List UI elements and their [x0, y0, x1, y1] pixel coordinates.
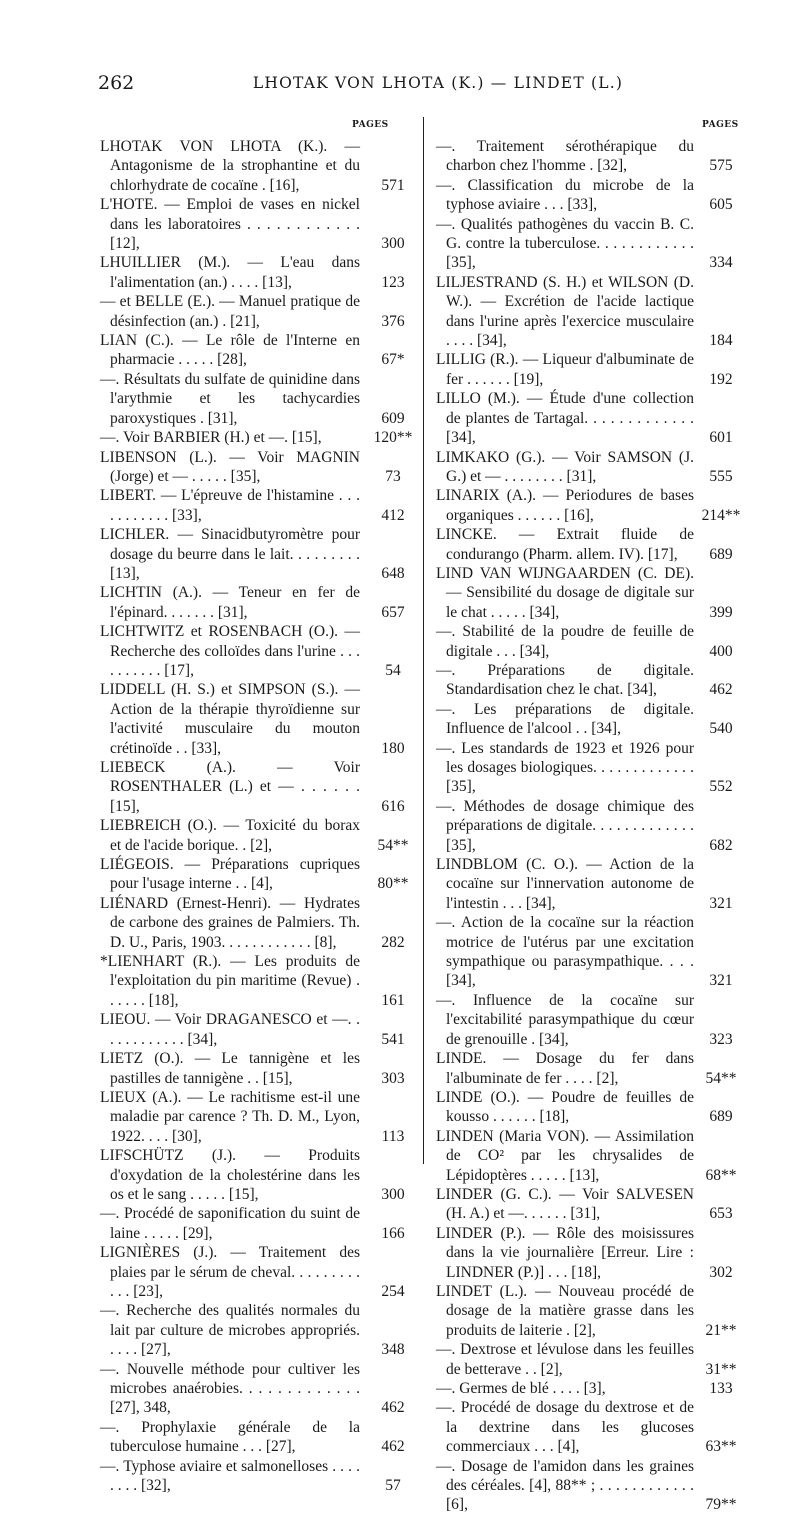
entry-text: LINARIX (A.). — Periodures de bases organiques . . . . . . [16],: [436, 487, 694, 524]
entry-text: LIAN (C.). — Le rôle de l'Interne en pharmacie . . . . . [28],: [100, 332, 360, 369]
entry-text: —. Procédé de dosage du dextrose et de la dextrine dans les glucoses commerciaux . . . [4],: [436, 1399, 694, 1456]
index-entry: [436, 137, 746, 176]
column-divider: [423, 117, 424, 1164]
entry-text: *LIENHART (R.). — Les produits de l'exploitation du pin maritime (Revue) . . . . . . [18],: [100, 953, 360, 1009]
running-title: LHOTAK VON LHOTA (K.) — LINDET (L.): [252, 74, 624, 92]
entry-page: 57: [385, 1477, 401, 1495]
entry-text: —. Les préparations de digitale. Influence de l'alcool . . [34],: [436, 700, 694, 738]
entry-text: LILLO (M.). — Étude d'une collection de plantes de Tartagal. . . . . . . . . . . . . [34],: [436, 390, 694, 447]
entry-text: —. Nouvelle méthode pour cultiver les microbes anaérobies. . . . . . . . . . . . . [27], 348,: [100, 1360, 360, 1417]
index-entry: [100, 1088, 418, 1146]
entry-text: —. Voir BARBIER (H.) et —. [15],: [100, 429, 322, 447]
index-entry: [436, 350, 746, 389]
index-column-right: [436, 137, 746, 1515]
index-entry: [100, 1049, 418, 1088]
index-entry: [100, 331, 418, 370]
entry-text: LICHTIN (A.). — Teneur en fer de l'épinard. . . . . . . [31],: [100, 584, 360, 621]
entry-text: —. Action de la cocaïne sur la réaction motrice de l'utérus par une excitation sympathique ou parasympathique. . . . [34],: [436, 914, 694, 990]
entry-text: —. Stabilité de la poudre de feuille de digitale . . . [34],: [436, 623, 694, 660]
entry-text: LINDE (O.). — Poudre de feuilles de kousso . . . . . . [18],: [436, 1088, 694, 1126]
entry-text: —. Préparations de digitale. Standardisation chez le chat. [34],: [436, 661, 694, 699]
entry-text: —. Prophylaxie générale de la tuberculose humaine . . . [27],: [100, 1418, 360, 1456]
entry-page: 376: [381, 312, 405, 330]
index-column-left: [100, 137, 418, 1495]
entry-page: 571: [381, 176, 405, 194]
entry-text: —. Classification du microbe de la typhose aviaire . . . [33],: [436, 176, 694, 214]
index-entry: [100, 253, 418, 292]
entry-page: 254: [381, 1282, 405, 1300]
entry-page: 653: [709, 1205, 733, 1223]
index-entry: [100, 583, 418, 622]
entry-text: LIETZ (O.). — Le tannigène et les pastilles de tannigène . . [15],: [100, 1050, 360, 1087]
entry-text: LIGNIÈRES (J.). — Traitement des plaies par le sérum de cheval. . . . . . . . . . . . [23],: [100, 1244, 360, 1300]
index-entry: [436, 661, 746, 700]
index-entry: [436, 797, 746, 855]
entry-text: — et BELLE (E.). — Manuel pratique de désinfection (an.) . [21],: [100, 293, 360, 330]
index-entry: [100, 428, 418, 447]
pages-column-label-left: PAGES: [352, 120, 389, 130]
entry-text: LINDEN (Maria VON). — Assimilation de CO² par les chrysalides de Lépidoptères . . . . . [13],: [436, 1127, 694, 1184]
entry-page: 161: [381, 991, 405, 1009]
entry-text: —. Traitement sérothérapique du charbon chez l'homme . [32],: [436, 138, 694, 175]
index-entry: [436, 1088, 746, 1127]
entry-page: 601: [709, 429, 733, 447]
entry-text: —. Les standards de 1923 et 1926 pour les dosages biologiques. . . . . . . . . . . . . [35],: [436, 739, 694, 796]
index-entry: [100, 195, 418, 253]
index-entry: [100, 816, 418, 855]
entry-page: 323: [709, 1030, 733, 1048]
entry-text: LIÉGEOIS. — Préparations cupriques pour l'usage interne . . [4],: [100, 856, 360, 893]
entry-text: —. Typhose aviaire et salmonelloses . . . . . . . . [32],: [100, 1457, 360, 1495]
entry-page: 31**: [705, 1360, 737, 1378]
pages-column-label-right: PAGES: [702, 120, 739, 130]
entry-page: 80**: [377, 875, 409, 893]
entry-page: 462: [381, 1438, 405, 1456]
index-entry: [100, 370, 418, 428]
entry-page: 192: [709, 370, 733, 388]
index-entry: [436, 739, 746, 797]
index-entry: [100, 952, 418, 1010]
index-entry: [436, 215, 746, 273]
index-entry: [100, 855, 418, 894]
entry-page: 657: [381, 603, 405, 621]
index-entry: [100, 137, 418, 195]
entry-page: 399: [709, 603, 733, 621]
entry-page: 412: [381, 506, 405, 524]
index-entry: [436, 913, 746, 991]
entry-text: LILLIG (R.). — Liqueur d'albuminate de fer . . . . . . [19],: [436, 351, 694, 388]
entry-text: LIEOU. — Voir DRAGANESCO et —. . . . . . . . . . . . [34],: [100, 1011, 360, 1048]
entry-text: LICHTWITZ et ROSENBACH (O.). — Recherche des colloïdes dans l'urine . . . . . . . . . . [17],: [100, 623, 360, 679]
entry-page: 689: [709, 545, 733, 563]
index-entry: [100, 1146, 418, 1204]
index-entry: [100, 1360, 418, 1418]
entry-text: LIBERT. — L'épreuve de l'histamine . . . . . . . . . . . [33],: [100, 487, 360, 524]
index-entry: [100, 1418, 418, 1457]
page-header: [98, 72, 738, 102]
index-entry: [436, 1049, 746, 1088]
entry-text: LIÉNARD (Ernest-Henri). — Hydrates de carbone des graines de Palmiers. Th. D. U., Paris, 1903. . . . . . . . . . . . [8],: [100, 894, 360, 951]
index-entry: [100, 758, 418, 816]
page-number: 262: [98, 72, 135, 94]
index-entry: [100, 486, 418, 525]
entry-page: 462: [381, 1399, 405, 1417]
entry-text: LHUILLIER (M.). — L'eau dans l'alimentation (an.) . . . . [13],: [100, 254, 360, 291]
entry-text: —. Procédé de saponification du suint de laine . . . . . [29],: [100, 1205, 360, 1242]
index-entry: [436, 855, 746, 913]
index-entry: [100, 1243, 418, 1301]
index-entry: [436, 1457, 746, 1515]
index-entry: [100, 1010, 418, 1049]
index-entry: [436, 448, 746, 487]
index-entry: [436, 1379, 746, 1398]
index-entry: [436, 622, 746, 661]
entry-page: 73: [385, 467, 401, 485]
index-entry: [436, 1282, 746, 1340]
entry-text: LINDBLOM (C. O.). — Action de la cocaïne sur l'innervation autonome de l'intestin . . . [34],: [436, 856, 694, 912]
entry-text: LIEBECK (A.). — Voir ROSENTHALER (L.) et — . . . . . . [15],: [100, 759, 360, 815]
entry-page: 400: [709, 642, 733, 660]
index-entry: [436, 176, 746, 215]
entry-text: —. Méthodes de dosage chimique des préparations de digitale. . . . . . . . . . . . . [35],: [436, 797, 694, 854]
index-entry: [100, 448, 418, 487]
index-entry: [436, 1127, 746, 1185]
entry-text: LHOTAK VON LHOTA (K.). — Antagonisme de la strophantine et du chlorhydrate de cocaïne . [16],: [100, 138, 360, 194]
index-entry: [100, 1301, 418, 1359]
index-entry: [436, 1224, 746, 1282]
entry-page: 54: [385, 661, 401, 679]
index-entry: [100, 1457, 418, 1496]
entry-page: 552: [709, 778, 733, 796]
entry-page: 541: [381, 1030, 405, 1048]
entry-page: 123: [381, 273, 405, 291]
entry-text: LIMKAKO (G.). — Voir SAMSON (J. G.) et — . . . . . . . . [31],: [436, 448, 694, 485]
entry-text: LIEUX (A.). — Le rachitisme est-il une maladie par carence ? Th. D. M., Lyon, 1922. . . . [30],: [100, 1088, 360, 1145]
index-entry: [436, 564, 746, 622]
entry-page: 302: [709, 1263, 733, 1281]
entry-page: 180: [381, 739, 405, 757]
entry-text: —. Germes de blé . . . . [3],: [436, 1380, 606, 1397]
entry-page: 348: [381, 1341, 405, 1359]
entry-text: LIND VAN WIJNGAARDEN (C. DE). — Sensibilité du dosage de digitale sur le chat . . . . . [34],: [436, 564, 694, 621]
entry-page: 334: [709, 254, 733, 272]
entry-text: LINCKE. — Extrait fluide de condurango (Pharm. allem. IV). [17],: [436, 526, 694, 563]
entry-page: 575: [709, 157, 733, 175]
entry-page: 682: [709, 836, 733, 854]
index-entry: [100, 525, 418, 583]
entry-page: 21**: [705, 1321, 737, 1339]
index-entry: [436, 389, 746, 447]
entry-page: 555: [709, 467, 733, 485]
index-entry: [436, 700, 746, 739]
entry-page: 300: [381, 235, 405, 253]
entry-text: —. Influence de la cocaïne sur l'excitabilité parasympathique du cœur de grenouille . [34],: [436, 991, 694, 1048]
entry-text: LICHLER. — Sinacidbutyromètre pour dosage du beurre dans le lait. . . . . . . . . [13],: [100, 526, 360, 582]
entry-page: 689: [709, 1108, 733, 1126]
entry-page: 321: [709, 894, 733, 912]
entry-page: 68**: [705, 1166, 737, 1184]
entry-page: 63**: [705, 1438, 737, 1456]
entry-page: 282: [381, 933, 405, 951]
entry-page: 79**: [705, 1496, 737, 1514]
entry-text: —. Dosage de l'amidon dans les graines des céréales. [4], 88** ; . . . . . . . . . . . . [6],: [436, 1457, 694, 1514]
index-entry: [100, 622, 418, 680]
index-entry: [436, 273, 746, 351]
entry-page: 67*: [381, 351, 405, 369]
entry-page: 462: [709, 681, 733, 699]
entry-page: 120**: [373, 429, 413, 447]
entry-page: 605: [709, 196, 733, 214]
entry-text: LIBENSON (L.). — Voir MAGNIN (Jorge) et — . . . . . [35],: [100, 448, 360, 485]
index-entry: [436, 525, 746, 564]
index-entry: [436, 486, 746, 525]
index-entry: [436, 1398, 746, 1456]
entry-page: 214**: [701, 506, 741, 524]
index-entry: [436, 1185, 746, 1224]
index-entry: [100, 680, 418, 758]
entry-text: LINDER (P.). — Rôle des moisissures dans la vie journalière [Erreur. Lire : LINDNER (P.)] . . . [18],: [436, 1224, 694, 1281]
entry-text: LINDE. — Dosage du fer dans l'albuminate de fer . . . . [2],: [436, 1050, 694, 1087]
entry-text: —. Dextrose et lévulose dans les feuilles de betterave . . [2],: [436, 1341, 694, 1378]
index-entry: [100, 1204, 418, 1243]
entry-page: 648: [381, 564, 405, 582]
entry-text: LINDER (G. C.). — Voir SALVESEN (H. A.) et —. . . . . . [31],: [436, 1185, 694, 1223]
entry-page: 616: [381, 797, 405, 815]
index-entry: [100, 894, 418, 952]
index-entry: [100, 292, 418, 331]
entry-page: 54**: [377, 836, 409, 854]
index-entry: [436, 1340, 746, 1379]
entry-page: 133: [709, 1380, 733, 1397]
entry-page: 184: [709, 332, 733, 350]
entry-page: 166: [381, 1224, 405, 1242]
entry-text: LINDET (L.). — Nouveau procédé de dosage de la matière grasse dans les produits de laiterie . [2],: [436, 1282, 694, 1339]
entry-text: —. Qualités pathogènes du vaccin B. C. G. contre la tuberculose. . . . . . . . . . . . [35],: [436, 215, 694, 272]
index-entry: [436, 991, 746, 1049]
entry-page: 609: [381, 409, 405, 427]
entry-text: LIDDELL (H. S.) et SIMPSON (S.). — Action de la thérapie thyroïdienne sur l'activité musculaire du mouton crétinoïde . . [33],: [100, 681, 360, 757]
entry-text: LIEBREICH (O.). — Toxicité du borax et de l'acide borique. . [2],: [100, 817, 360, 854]
entry-page: 540: [709, 720, 733, 738]
entry-text: —. Recherche des qualités normales du lait par culture de microbes appropriés. . . . . [27],: [100, 1302, 360, 1359]
entry-page: 54**: [705, 1069, 737, 1087]
entry-page: 321: [709, 972, 733, 990]
entry-page: 300: [381, 1185, 405, 1203]
entry-text: —. Résultats du sulfate de quinidine dans l'arythmie et les tachycardies paroxystiques . [31],: [100, 370, 360, 427]
entry-page: 113: [381, 1127, 405, 1145]
entry-text: LIFSCHÜTZ (J.). — Produits d'oxydation de la cholestérine dans les os et le sang . . . . . [15],: [100, 1147, 360, 1203]
entry-page: 303: [381, 1069, 405, 1087]
entry-text: LILJESTRAND (S. H.) et WILSON (D. W.). — Excrétion de l'acide lactique dans l'urine après l'exercice musculaire . . . . [34],: [436, 273, 694, 350]
entry-text: L'HOTE. — Emploi de vases en nickel dans les laboratoires . . . . . . . . . . . . [12],: [100, 196, 360, 253]
